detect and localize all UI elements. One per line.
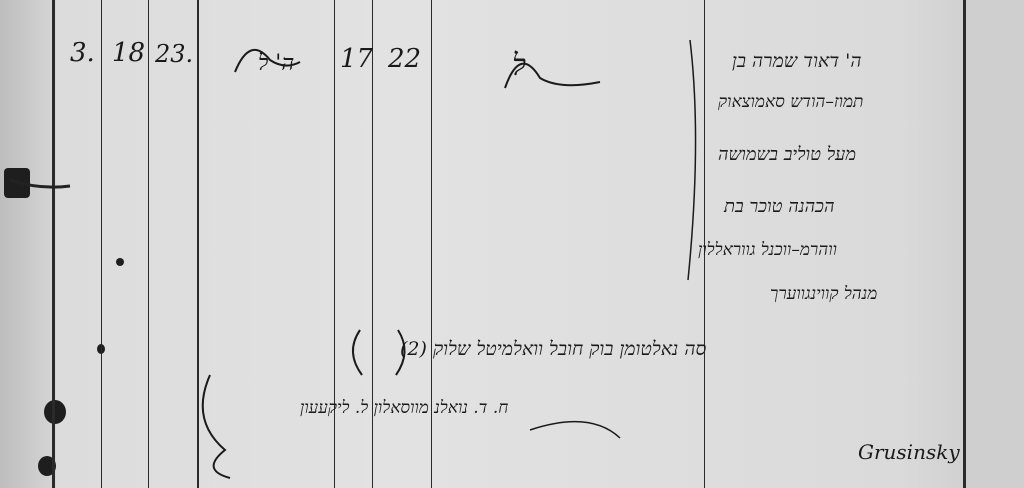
footer-note: ח. ד. נואלנ מווסאלון ל. ליקעעון	[300, 398, 509, 418]
record-number: 3.	[70, 38, 95, 68]
right-line: מעל טוליב בשמושה	[718, 144, 856, 165]
right-line: תמוז–הודש סאמוצאוק	[718, 92, 864, 112]
entry-mark: ה' ל	[258, 51, 295, 76]
center-mark: ל	[512, 48, 527, 83]
record-number-b: 23.	[155, 40, 194, 68]
record-minute: 22	[388, 44, 422, 74]
signature: Grusinsky	[858, 440, 960, 464]
record-hour: 17	[340, 44, 374, 74]
right-line: ה' דאוד שמרה בן	[732, 50, 862, 72]
record-day: 18	[112, 38, 146, 68]
right-line: הכהנה טוכר בת	[724, 196, 835, 217]
right-line: ווהרמ–ווכנל גווראללון	[698, 240, 837, 260]
right-line: מנהל קווינגווערך	[770, 284, 878, 304]
footer-note: סה נאלטומן בוק חובל וואלמיטל שלוק (2)	[400, 338, 707, 360]
